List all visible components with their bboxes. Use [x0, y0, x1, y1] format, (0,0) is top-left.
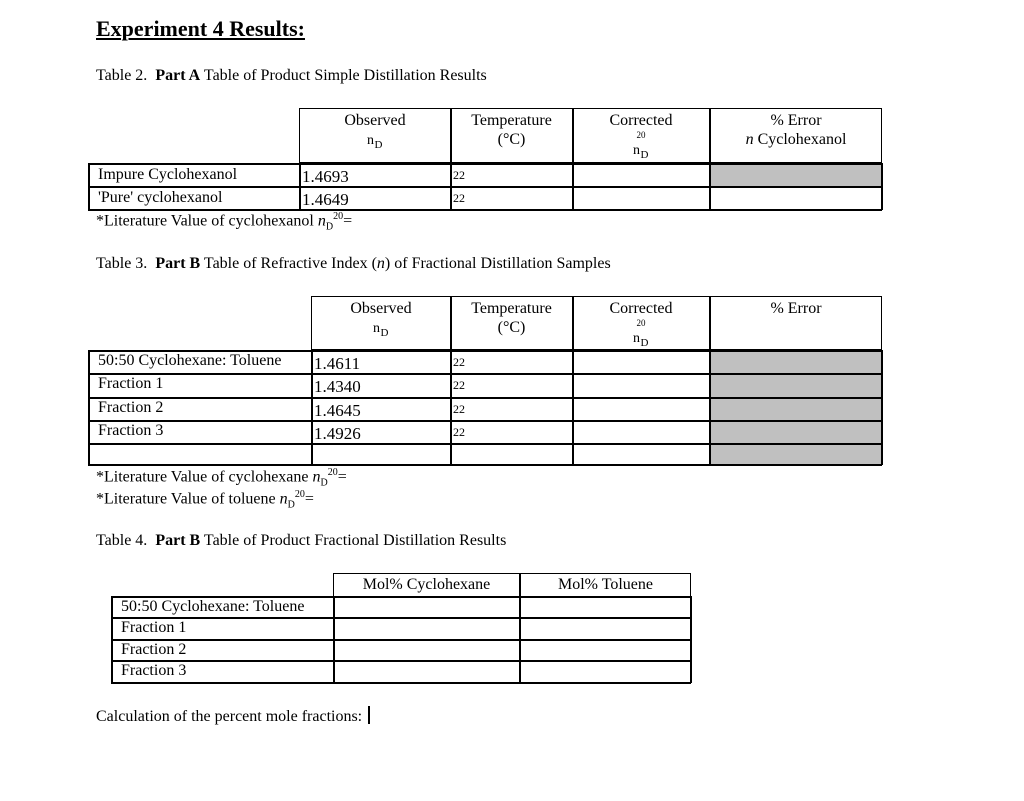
- table3-observed-header: Observed $n_D$: [350, 300, 412, 339]
- table3-row-observed: 1.4926: [314, 424, 361, 443]
- table3-row-temp: 22: [453, 425, 465, 439]
- table2-row-observed: 1.4693: [302, 167, 349, 186]
- table2-literature-note: *Literature Value of cyclohexanol $n_D^{20}=$: [96, 211, 353, 233]
- table3-caption: Table 3. Part B Table of Refractive Index (n) of Fractional Distillation Samples: [96, 255, 611, 272]
- table4-row-label: Fraction 2: [121, 641, 187, 658]
- table3-literature-note-cyclohexane: *Literature Value of cyclohexane $n_D^{20}=$: [96, 467, 347, 489]
- table3-grey-cell: [711, 445, 881, 464]
- table3-corrected-header: Corrected 20 $n_D$: [609, 300, 673, 349]
- table2-row-temp: 22: [453, 168, 465, 182]
- table2-row-observed: 1.4649: [302, 190, 349, 209]
- table4-caption: Table 4. Part B Table of Product Fractional Distillation Results: [96, 532, 507, 549]
- table2-caption-bold: Part A: [155, 67, 201, 84]
- table2-error-header: % Error n Cyclohexanol: [745, 112, 847, 148]
- table3-row-temp: 22: [453, 402, 465, 416]
- calculation-label: Calculation of the percent mole fractions:: [96, 708, 363, 725]
- table2-caption-rest: Table of Product Simple Distillation Results: [203, 67, 487, 84]
- page-title: Experiment 4 Results:: [96, 16, 305, 41]
- table4-row-label: Fraction 1: [121, 619, 187, 636]
- table3-row-temp: 22: [453, 355, 465, 369]
- table3-literature-note-toluene: *Literature Value of toluene $n_D^{20}=$: [96, 489, 314, 511]
- table3-row-temp: 22: [453, 378, 465, 392]
- table2-row-label: 'Pure' cyclohexanol: [98, 189, 223, 206]
- table4-mol-cyclohexane-header: Mol% Cyclohexane: [362, 576, 491, 593]
- calculation-line[interactable]: [96, 706, 370, 726]
- table3-row-label: Fraction 2: [98, 399, 164, 416]
- text-cursor: [368, 706, 370, 724]
- table3-grey-cell: [711, 375, 881, 397]
- table3-row-label: Fraction 1: [98, 375, 164, 392]
- table3-row-label: Fraction 3: [98, 422, 164, 439]
- table2-temperature-header: Temperature (°C): [471, 112, 552, 148]
- table2-corrected-header: Corrected 20 $n_D$: [609, 112, 673, 161]
- table3-error-header: % Error: [770, 300, 822, 317]
- table2-row-label: Impure Cyclohexanol: [98, 166, 238, 183]
- table2-caption-prefix: Table 2.: [96, 67, 148, 84]
- table2-caption: [96, 67, 487, 85]
- table4-mol-toluene-header: Mol% Toluene: [557, 576, 653, 593]
- table3-row-observed: 1.4340: [314, 377, 361, 396]
- table3-temperature-header: Temperature (°C): [471, 300, 552, 336]
- table3-row-label: 50:50 Cyclohexane: Toluene: [98, 352, 282, 369]
- table3-grey-cell: [711, 399, 881, 420]
- table2-row-temp: 22: [453, 191, 465, 205]
- table2-observed-header: Observed $n_D$: [344, 112, 406, 151]
- table4-row-label: 50:50 Cyclohexane: Toluene: [121, 598, 305, 615]
- table2-grey-cell: [711, 165, 881, 186]
- table3-row-observed: 1.4611: [314, 354, 361, 373]
- table3-row-observed: 1.4645: [314, 401, 361, 420]
- table3-grey-cell: [711, 352, 881, 373]
- table4-row-label: Fraction 3: [121, 662, 187, 679]
- table3-grey-cell: [711, 422, 881, 443]
